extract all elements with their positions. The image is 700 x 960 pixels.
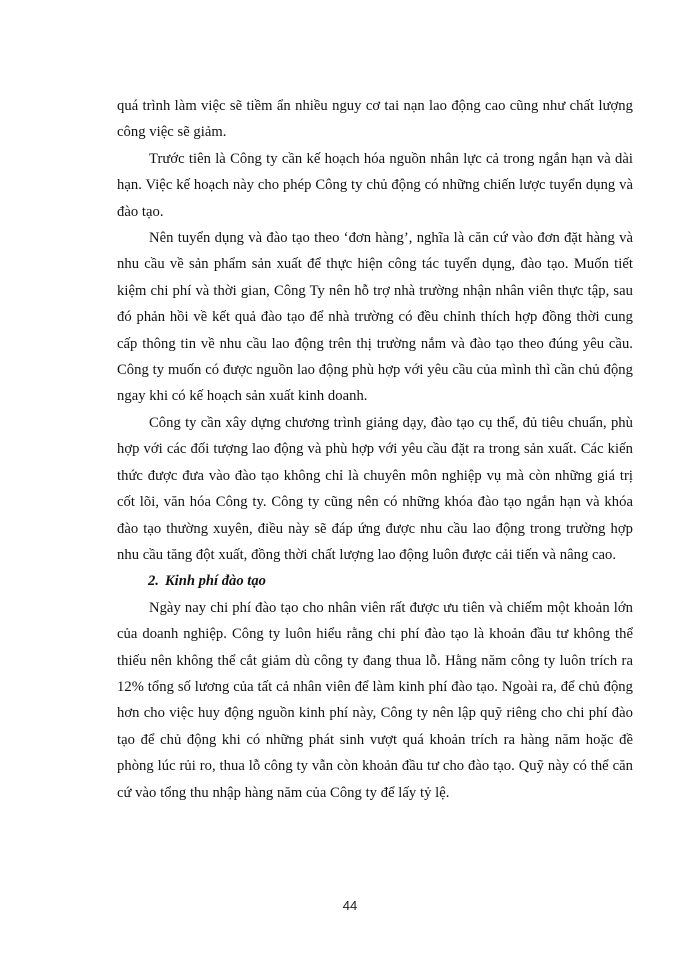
paragraph-1: quá trình làm việc sẽ tiềm ẩn nhiều nguy cơ tai nạn lao động cao cũng như chất lượng công việc sẽ giảm. xyxy=(117,98,633,141)
page-body xyxy=(117,93,633,806)
section-title: Kinh phí đào tạo xyxy=(164,573,266,590)
paragraph-4: Công ty cần xây dựng chương trình giảng dạy, đào tạo cụ thể, đủ tiêu chuẩn, phù hợp với các đối tượng lao động và phù hợp với yêu cầu đặt ra trong sản xuất. Các kiến thức được đưa vào đào tạo không chỉ là chuyên môn nghiệp vụ mà còn những giá trị cốt lõi, văn hóa Công ty. Công ty cũng nên có những khóa đào tạo ngắn hạn và khóa đào tạo thường xuyên, điều này sẽ đáp ứng được nhu cầu lao động trong trường hợp nhu cầu tăng đột xuất, đồng thời chất lượng lao động luôn được cải tiến và nâng cao. xyxy=(117,414,633,563)
paragraph-3: Nên tuyển dụng và đào tạo theo ‘đơn hàng’, nghĩa là căn cứ vào đơn đặt hàng và nhu cầu về sản phẩm sản xuất để thực hiện công tác tuyển dụng, đào tạo. Muốn tiết kiệm chi phí và thời gian, Công Ty nên hỗ trợ nhà trường nhận nhân viên thực tập, sau đó phản hồi về kết quả đào tạo để nhà trường có đều chỉnh thích hợp đồng thời cung cấp thông tin về nhu cầu lao động trên thị trường nắm và đào tạo theo đúng yêu cầu. Công ty muốn có được nguồn lao động phù hợp với yêu cầu của mình thì cần chủ động ngay khi có kế hoạch sản xuất kinh doanh. xyxy=(117,230,633,405)
page-number: 44 xyxy=(342,898,358,913)
section-number: 2. xyxy=(148,573,159,590)
section-heading xyxy=(117,568,633,594)
paragraph-5: Ngày nay chi phí đào tạo cho nhân viên rất được ưu tiên và chiếm một khoản lớn của doanh nghiệp. Công ty luôn hiểu rằng chi phí đào tạo là khoản đầu tư không thể thiếu nên không thể cắt giảm dù công ty đang thua lỗ. Hằng năm công ty luôn trích ra 12% tổng số lương của tất cả nhân viên để làm kinh phí đào tạo. Ngoài ra, để chủ động hơn cho việc huy động nguồn kinh phí này, Công ty nên lập quỹ riêng cho chi phí đào tạo để chủ động khi có những phát sinh vượt quá khoản trích ra hàng năm hoặc đề phòng lúc rủi ro, thua lỗ công ty vẫn còn khoản đầu tư cho đào tạo. Quỹ này có thể căn cứ vào tổng thu nhập hàng năm của Công ty để lấy tỷ lệ. xyxy=(117,599,633,801)
paragraph-2: Trước tiên là Công ty cần kế hoạch hóa nguồn nhân lực cả trong ngắn hạn và dài hạn. Việc kế hoạch này cho phép Công ty chủ động có những chiến lược tuyển dụng và đào tạo. xyxy=(117,150,633,220)
